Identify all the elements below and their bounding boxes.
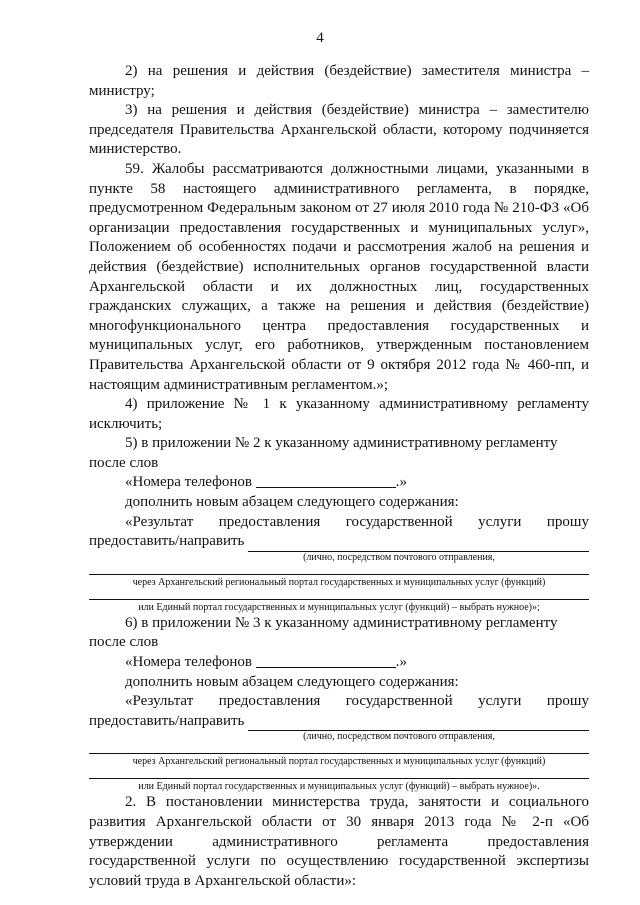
result-line bbox=[89, 513, 589, 533]
word: услуги bbox=[478, 693, 522, 710]
word: услуги bbox=[478, 513, 522, 530]
phone-label: «Номера телефонов bbox=[125, 474, 252, 491]
hint-text: (лично, посредством почтового отправления, bbox=[303, 731, 495, 743]
blank-line bbox=[256, 473, 396, 488]
blank-line bbox=[256, 653, 396, 668]
blank-rule bbox=[89, 574, 589, 575]
provide-label: предоставить/направить bbox=[89, 712, 245, 729]
paragraph: дополнить новым абзацем следующего содержания: bbox=[125, 494, 459, 511]
word: прошу bbox=[546, 513, 589, 530]
blank-rule bbox=[89, 753, 589, 754]
word: государственной bbox=[345, 513, 453, 530]
provide-line bbox=[89, 532, 589, 552]
word: «Результат bbox=[125, 693, 194, 710]
blank-line bbox=[248, 537, 589, 552]
phone-end: .» bbox=[395, 654, 407, 671]
hint-text: (лично, посредством почтового отправления, bbox=[303, 551, 495, 563]
hint-text: или Единый портал государственных и муниципальных услуг (функций) – выбрать нужное)». bbox=[138, 781, 540, 793]
hint-text: через Архангельский региональный портал государственных и муниципальных услуг (функций) bbox=[132, 576, 546, 588]
word: «Результат bbox=[125, 513, 194, 530]
paragraph: дополнить новым абзацем следующего содержания: bbox=[125, 673, 459, 690]
paragraph: 5) в приложении № 2 к указанному административному регламенту bbox=[125, 435, 558, 452]
paragraph: 2. В постановлении министерства труда, занятости и социального развития Архангельской области от 30 января 2013 года № 2-п «Об утверждении административного регламента предоставления государственной услуги по осуществлению государственной экспертизы условий труда в Архангельской области»: bbox=[89, 794, 589, 889]
phone-line bbox=[89, 653, 589, 673]
document-body bbox=[89, 62, 589, 891]
paragraph: 2) на решения и действия (бездействие) заместителя министра – министру; bbox=[89, 63, 589, 99]
paragraph: 3) на решения и действия (бездействие) министра – заместителю председателя Правительства Архангельской области, которому подчиняется министерство. bbox=[89, 102, 589, 158]
blank-rule bbox=[89, 778, 589, 779]
paragraph: после слов bbox=[89, 634, 159, 651]
provide-line bbox=[89, 712, 589, 732]
word: государственной bbox=[345, 693, 453, 710]
hint-text: через Архангельский региональный портал государственных и муниципальных услуг (функций) bbox=[132, 756, 546, 768]
paragraph: 4) приложение № 1 к указанному административному регламенту исключить; bbox=[89, 396, 589, 432]
phone-line bbox=[89, 473, 589, 493]
paragraph: 6) в приложении № 3 к указанному административному регламенту bbox=[125, 614, 558, 631]
page-number: 4 bbox=[316, 30, 324, 46]
paragraph: после слов bbox=[89, 454, 159, 471]
word: предоставления bbox=[218, 513, 321, 530]
paragraph: 59. Жалобы рассматриваются должностными лицами, указанными в пункте 58 настоящего административного регламента, в порядке, предусмотренном Федеральным законом от 27 июля 2010 года № 210-ФЗ «Об организации предоставления государственных и муниципальных услуг», Положением об особенностях подачи и рассмотрения жалоб на решения и действия (бездействие) исполнительных органов государственной власти Архангельской области и их должностных лиц, государственных гражданских служащих, а также на решения и действия (бездействие) многофункционального центра предоставления государственных и муниципальных услуг, его работников, утвержденным постановлением Правительства Архангельской области от 9 октября 2012 года № 460-пп, и настоящим административным регламентом.»; bbox=[89, 160, 589, 393]
provide-label: предоставить/направить bbox=[89, 533, 245, 550]
result-line bbox=[89, 692, 589, 712]
hint-text: или Единый портал государственных и муниципальных услуг (функций) – выбрать нужное)»; bbox=[138, 601, 540, 613]
phone-label: «Номера телефонов bbox=[125, 654, 252, 671]
phone-end: .» bbox=[395, 474, 407, 491]
word: прошу bbox=[546, 693, 589, 710]
blank-line bbox=[248, 716, 589, 731]
word: предоставления bbox=[218, 693, 321, 710]
blank-rule bbox=[89, 599, 589, 600]
